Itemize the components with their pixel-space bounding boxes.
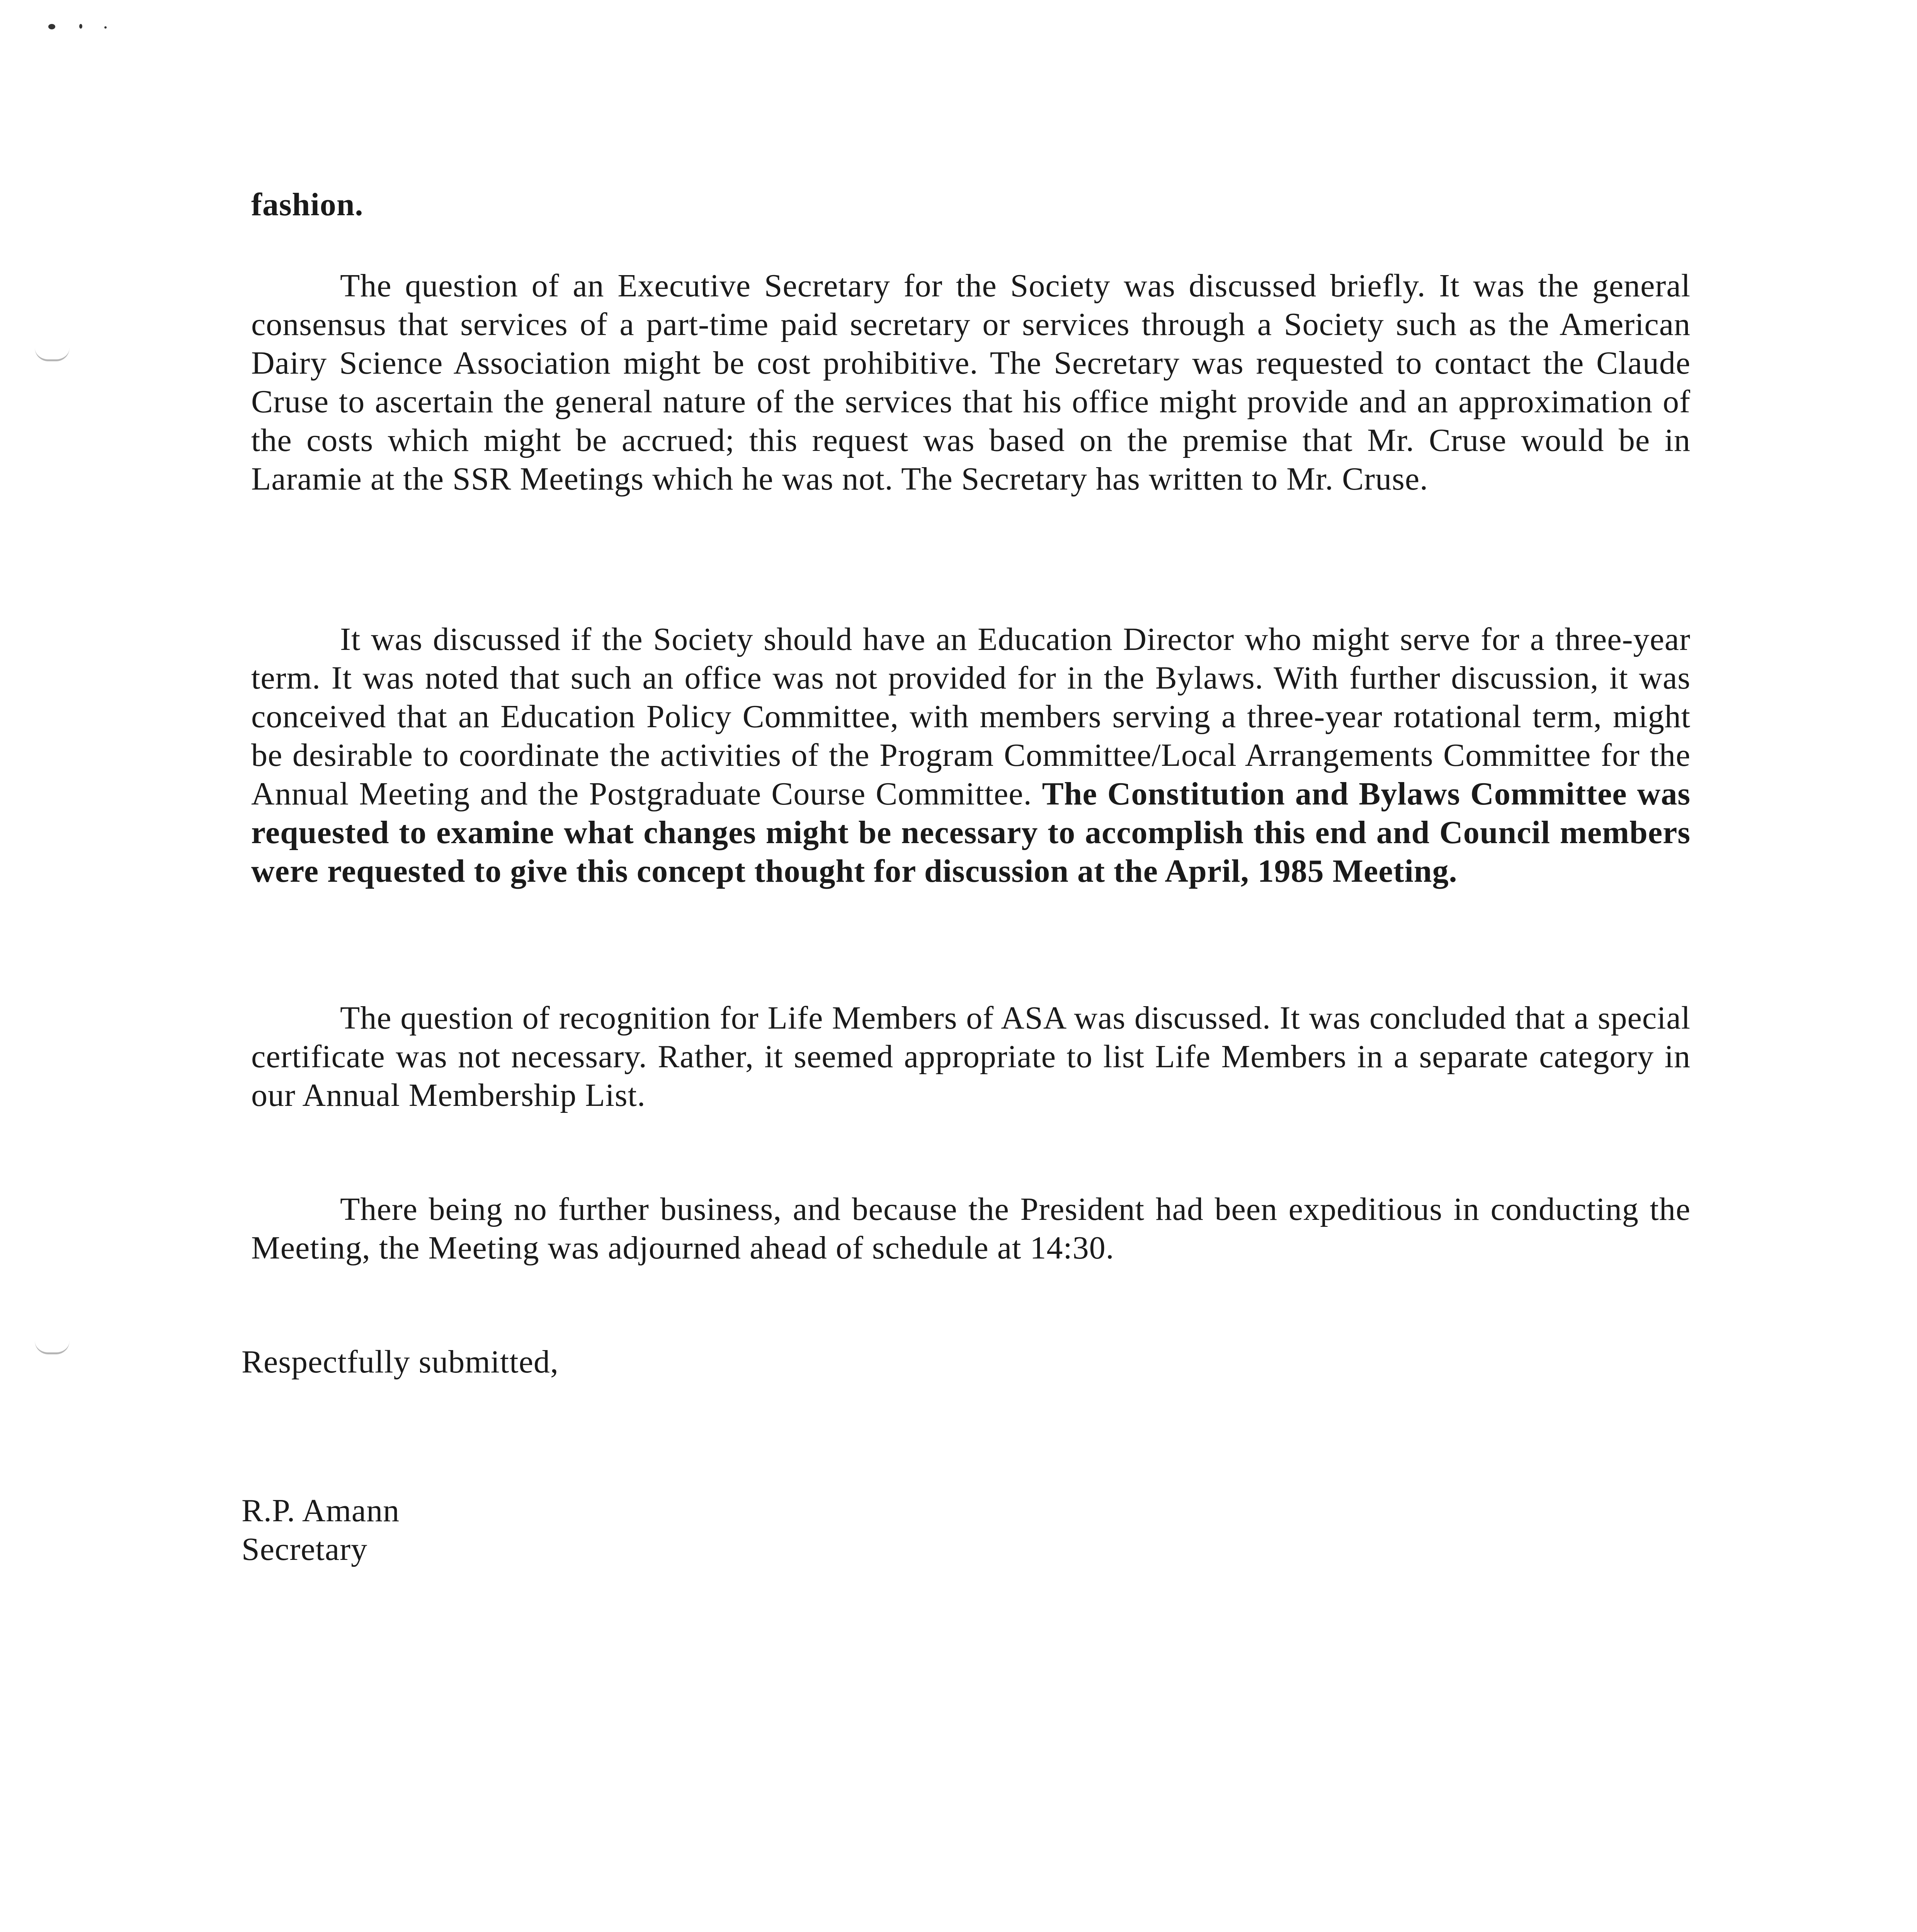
paragraph-education-director (251, 620, 1691, 891)
scan-speck (104, 26, 107, 29)
paragraph-life-members: The question of recognition for Life Members of ASA was discussed. It was concluded that a special certificate was not necessary. Rather, it seemed appropriate to list Life Members in a separate category in our Annual Membership List. (251, 1000, 1691, 1113)
binder-hole-mark (35, 1341, 70, 1354)
binder-hole-mark (35, 348, 70, 361)
carryover-text: fashion. (251, 187, 364, 223)
paragraph-executive-secretary: The question of an Executive Secretary for the Society was discussed briefly. It was the general consensus that services of a part-time paid secretary or services through a Society such as the American Dairy Science Association might be cost prohibitive. The Secretary was requested to contact the Claude Cruse to ascertain the general nature of the services that his office might provide and an approximation of the costs which might be accrued; this request was based on the premise that Mr. Cruse would be in Laramie at the SSR Meetings which he was not. The Secretary has written to Mr. Cruse. (251, 268, 1691, 497)
paragraph-education-director-text: It was discussed if the Society should have an Education Director who might serve for a three-year term. It was noted that such an office was not provided for in the Bylaws. With further discussion, it was conceived that an Education Policy Committee, with members serving a three-year rotational term, might be desirable to coordinate the activities of the Program Committee/Local Arrangements Committee for the Annual Meeting and the Postgraduate Course Committee. (251, 621, 1691, 812)
scan-speck (79, 24, 82, 29)
signer-name: R.P. Amann (242, 1493, 400, 1529)
paragraph-education-director-bold: The Constitution and Bylaws Committee was requested to examine what changes might be necessary to accomplish this end and Council members were requested to give this concept thought for discussion at the April, 1985 Meeting. (251, 776, 1691, 889)
closing-line: Respectfully submitted, (242, 1344, 559, 1380)
signer-title: Secretary (242, 1531, 368, 1567)
scan-speck (48, 24, 55, 29)
paragraph-adjournment: There being no further business, and because the President had been expeditious in conducting the Meeting, the Meeting was adjourned ahead of schedule at 14:30. (251, 1191, 1691, 1266)
